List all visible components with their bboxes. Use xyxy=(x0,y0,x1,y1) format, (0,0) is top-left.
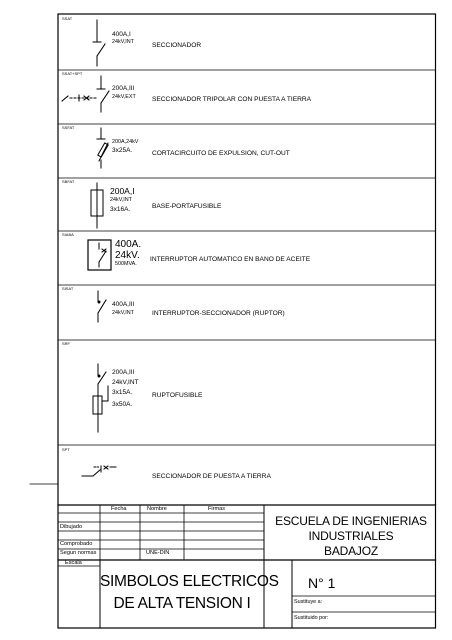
symbol-code: SISAT xyxy=(62,286,74,291)
school-name-line3: BADAJOZ xyxy=(324,544,378,558)
rating-label: 24kV,INT xyxy=(112,379,139,386)
symbol-seccionador xyxy=(93,20,105,66)
symbol-code: SRF xyxy=(62,341,70,346)
row-segun-normas-label: Segun normas xyxy=(60,550,97,556)
rating-label: 24kV,EXT xyxy=(112,94,136,100)
rating-label: 24kV,INT xyxy=(112,39,134,45)
symbol-description: CORTACIRCUITO DE EXPULSION, CUT-OUT xyxy=(152,150,290,157)
rating-label: 24kV,INT xyxy=(112,310,134,316)
symbol-description: INTERRUPTOR-SECCIONADOR (RUPTOR) xyxy=(152,310,285,317)
drawing-title-line1: SIMBOLOS ELECTRICOS xyxy=(100,573,279,590)
symbol-description: RUPTOFUSIBLE xyxy=(152,392,203,399)
symbol-ruptofusible xyxy=(93,364,108,432)
rating-label: 24kV. xyxy=(115,250,140,261)
sustituye-label: Sustituye a: xyxy=(294,599,323,605)
rating-label: 24kV,INT xyxy=(110,197,132,203)
symbol-code: SSFAT xyxy=(62,125,75,130)
symbol-code: SSAT xyxy=(62,16,73,21)
symbol-seccionador-pt xyxy=(82,466,116,476)
rating-label: 500MVA. xyxy=(115,261,137,267)
drawing-number: N° 1 xyxy=(308,575,336,591)
symbol-ruptor xyxy=(98,291,106,322)
rating-label: 400A,I xyxy=(112,31,131,38)
norma-value: UNE-DIN xyxy=(146,550,170,556)
row-dibujado-label: Dibujado xyxy=(60,524,83,530)
rating-label: 400A. xyxy=(115,239,142,250)
rating-label: 200A,III xyxy=(112,369,135,376)
symbol-seccionador-tripolar xyxy=(62,76,109,112)
symbol-interruptor-automatico xyxy=(88,240,111,270)
symbol-code: SIABA xyxy=(62,232,74,237)
symbol-description: SECCIONADOR xyxy=(152,42,202,49)
school-name-line2: INDUSTRIALES xyxy=(308,529,394,543)
symbol-code: SBFAT xyxy=(62,179,75,184)
symbol-description: INTERRUPTOR AUTOMATICO EN BANO DE ACEITE xyxy=(150,256,311,263)
symbol-description: BASE-PORTAFUSIBLE xyxy=(152,203,222,210)
sustituido-label: Sustituido por: xyxy=(294,615,329,621)
row-separators xyxy=(58,70,436,505)
rating-label: 3x25A. xyxy=(112,147,133,154)
symbol-description: SECCIONADOR DE PUESTA A TIERRA xyxy=(152,473,271,480)
rating-label: 200A,I xyxy=(110,186,135,196)
rating-label: 3x15A. xyxy=(112,389,133,396)
rating-label: 400A,III xyxy=(112,301,135,308)
rating-label: 3x50A. xyxy=(112,401,133,408)
rating-label: 200A,24kV xyxy=(112,139,139,145)
col-nombre-header: Nombre xyxy=(147,506,167,512)
escala-label: Escala xyxy=(65,560,82,566)
row-comprobado-label: Comprobado xyxy=(60,541,93,547)
school-name-line1: ESCUELA DE INGENIERIAS xyxy=(275,514,427,528)
rating-label: 3x16A. xyxy=(110,206,131,213)
symbol-base-portafusible xyxy=(91,183,103,228)
symbol-code: SPT xyxy=(62,447,70,452)
symbol-cut-out xyxy=(97,128,108,168)
drawing-title-line2: DE ALTA TENSION I xyxy=(113,595,251,612)
col-fecha-header: Fecha xyxy=(111,506,127,512)
symbol-description: SECCIONADOR TRIPOLAR CON PUESTA A TIERRA xyxy=(152,96,312,103)
symbol-code: SSAT+SPT xyxy=(62,71,83,76)
col-firmas-header: Firmas xyxy=(208,506,226,512)
rating-label: 200A,III xyxy=(112,85,135,92)
